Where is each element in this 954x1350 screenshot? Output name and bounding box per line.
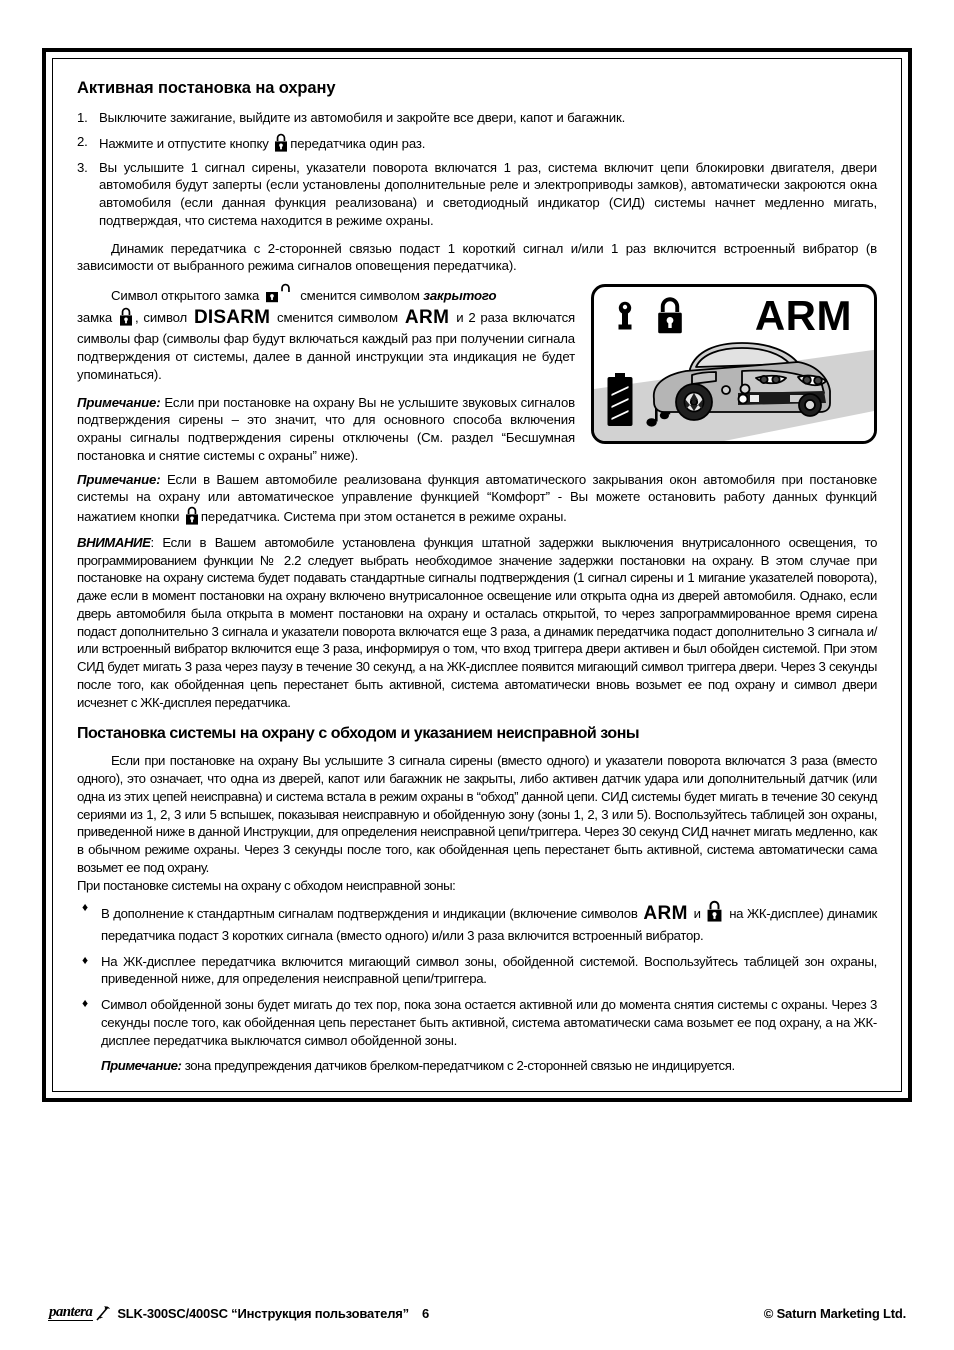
- lcd-display-figure: [591, 284, 877, 444]
- page-footer: [48, 1302, 906, 1324]
- closed-lock-icon: [183, 506, 201, 525]
- paragraph-bypass-intro: Если при постановке на охрану Вы услышите 3 сигнала сирены (вместо одного) и указатели поворота включатся 3 раза (вместо одного), это означает, что одна из дверей, капот или багажник не закрыты, либо активен датчик удара или дополнительный датчик (или одна из этих цепей неисправна) и система встала в режим охраны в “обход” данной цепи. СИД системы будет мигать в течение 30 секунд сериями из 1, 2, 3 или 5 вспышек, показывая неисправную и обойденную зону (зоны 1, 2, 3 или 5). Воспользуйтесь таблицей зон охраны, приведенной ниже в данной Инструкции, для определения неисправной цепи/триггера. Через 30 секунд СИД начнет мигать медленно, как в обычном режиме охраны. Через 3 секунды после того, как обойденная цепь перестанет быть активной, система автоматически сама возьмет ее под охрану.: [77, 753, 877, 875]
- step-number: 1.: [77, 110, 88, 125]
- warning-label: ВНИМАНИЕ: [77, 534, 151, 550]
- symbols-text-closed-emphasis: закрытого: [423, 288, 497, 303]
- footer-page-number: 6: [421, 1305, 430, 1321]
- diamond-bullet-icon: ♦: [82, 996, 88, 1011]
- bullet-conjunction: и: [693, 906, 701, 922]
- footer-copyright: © Saturn Marketing Ltd.: [763, 1305, 906, 1321]
- note-text-before: Если в Вашем автомобиле реализована функция автоматического закрывания окон автомобиля при постановке системы на охрану или автоматическое управление функцией “Комфорт” - Вы можете остановить работу данных функций нажатием кнопки: [77, 471, 878, 525]
- arm-symbol-label: ARM: [404, 306, 450, 328]
- page-inner-border: [52, 58, 902, 1092]
- step-text-before: Нажмите и отпустите кнопку: [99, 135, 269, 151]
- list-item: [77, 159, 877, 230]
- list-item: [77, 900, 877, 944]
- open-lock-icon: [263, 283, 297, 304]
- arming-steps-list: [77, 109, 877, 230]
- lcd-display-illustration: [591, 284, 877, 444]
- paragraph-bypass-intro-tail: При постановке системы на охрану с обходом неисправной зоны:: [77, 877, 456, 893]
- note-sensor-warning-zone: [101, 1057, 877, 1075]
- step-text: Вы услышите 1 сигнал сирены, указатели поворота включатся 1 раз, система включит цепи блокировки двигателя, двери автомобиля будут заперты (если установлены дополнительные реле и электроприводы замков), автоматически закроются окна автомобиля (если данная функция реализована) и светодиодный индикатор (СИД) системы начнет медленно мигать, подтверждая, что система находится в режиме охраны.: [99, 159, 877, 228]
- note-auto-windows: [77, 471, 877, 526]
- symbols-text-1: Символ открытого замка: [111, 288, 260, 303]
- diamond-bullet-icon: ♦: [82, 900, 88, 915]
- step-text: Выключите зажигание, выйдите из автомобиля и закройте все двери, капот и багажник.: [99, 110, 626, 125]
- symbols-text-2: сменится символом: [300, 288, 420, 303]
- arm-symbol-label: ARM: [643, 903, 688, 925]
- symbols-text-4: , символ: [134, 309, 188, 325]
- bullet-text-before: В дополнение к стандартным сигналам подтверждения и индикации (включение символов: [101, 906, 638, 922]
- note-text-after: передатчика. Система при этом останется в режиме охраны.: [200, 509, 567, 525]
- list-item: [77, 133, 877, 153]
- note-text: Если при постановке на охрану Вы не услышите звуковых сигналов подтверждения сирены – это значит, что для основного способа включения охраны сигналы подтверждения сирены отключены (См. раздел “Бесшумная постановка и снятие системы с охраны” ниже).: [77, 394, 576, 463]
- footer-left-group: [48, 1305, 429, 1322]
- closed-lock-icon: [704, 900, 725, 922]
- list-item: [77, 953, 877, 989]
- symbols-text-6: и 2 раза включатся символы фар (символы фар будут включаться каждый раз при получении сигнала подтверждения от системы, далее в данной инструкции эта индикация не будет упоминаться).: [77, 309, 576, 382]
- warning-paragraph: [77, 534, 877, 712]
- step-number: 2.: [77, 133, 88, 149]
- paragraph-speaker-feedback: Динамик передатчика с 2-сторонней связью подаст 1 короткий сигнал и/или 1 раз включится встроенный вибратор (в зависимости от выбранного режима сигналов оповещения передатчика).: [77, 240, 877, 274]
- battery-icon: [606, 373, 634, 427]
- key-icon: [616, 301, 634, 331]
- note-label: Примечание:: [101, 1058, 182, 1074]
- car-icon: [638, 329, 836, 421]
- bullet-text-after: на ЖК-дисплее) динамик передатчика подаст 3 коротких сигнала (вместо одного) и/или 3 раза включится встроенный вибратор.: [101, 906, 877, 943]
- section-title-active-arming: Активная постановка на охрану: [77, 79, 336, 97]
- pantera-logo: pantera: [49, 1303, 93, 1320]
- lcd-arm-label: ARM: [754, 292, 852, 339]
- closed-lock-icon: [272, 133, 290, 152]
- warning-text: : Если в Вашем автомобиле установлена функция штатной задержки выключения внутрисалонного освещения, то программированием функции № 2.2 следует выбрать необходимое значение задержки постановки на охрану. В этом случае при постановке на охрану система будет подавать стандартные сигналы подтверждения (1 сигнал сирены и 1 мигание указателей поворота), даже если в момент постановки на охрану включено внутрисалонное освещение или открыта одна из дверей автомобиля. Однако, если дверь автомобиля была открыта в момент постановки на охрану и осталась открытой, то через запрограммированное время сирена подаст дополнительно 3 сигнала и указатели поворота включатся еще 3 раза, а динамик передатчика подаст дополнительно 3 сигнала и/или встроенный вибратор включится еще 3 раза, информируя о том, что вход триггера двери активен и был обойден системой. При этом СИД будет мигать 3 раза через паузу в течение 30 секунд, а на ЖК-дисплее появится мигающий символ триггера двери. Через 3 секунды после того, как обойденная цепь перестанет быть активной, система автоматически вновь возьмет ее под охрану и символ двери исчезнет с ЖК-дисплея передатчика.: [77, 534, 877, 710]
- list-item: [77, 996, 877, 1049]
- pantera-mark-icon: [95, 1305, 113, 1322]
- closed-lock-icon: [117, 307, 135, 326]
- diamond-bullet-icon: ♦: [82, 952, 88, 967]
- bullet-text: На ЖК-дисплее передатчика включится мигающий символ зоны, обойденной системой. Воспользуйтесь таблицей зон охраны, приведенной ниже, для определения неисправной цепи/триггера.: [101, 953, 877, 987]
- symbols-text-5: сменится символом: [277, 309, 398, 325]
- footer-document-title: SLK-300SC/400SC “Инструкция пользователя”: [117, 1305, 409, 1321]
- bypass-bullet-list: [77, 900, 877, 1049]
- symbols-text-3: замка: [77, 309, 113, 325]
- note-label: Примечание:: [77, 394, 161, 410]
- section-title-bypass-arming: Постановка системы на охрану с обходом и указанием неисправной зоны: [77, 725, 640, 743]
- note-text: зона предупреждения датчиков брелком-передатчиком с 2-сторонней связью не индицируется.: [184, 1058, 735, 1074]
- step-number: 3.: [77, 159, 88, 175]
- disarm-symbol-label: DISARM: [194, 306, 271, 328]
- step-text-after: передатчика один раз.: [290, 135, 426, 151]
- bullet-text: Символ обойденной зоны будет мигать до тех пор, пока зона остается активной или до момента снятия системы с охраны. Через 3 секунды после того, как обойденная цепь перестанет быть активной, система автоматически сама возьмет ее под охрану, а на ЖК-дисплее передатчика выключатся символ обойденной зоны.: [101, 997, 877, 1048]
- page-outer-border: [42, 48, 912, 1102]
- list-item: [77, 109, 877, 127]
- note-label: Примечание:: [77, 471, 161, 487]
